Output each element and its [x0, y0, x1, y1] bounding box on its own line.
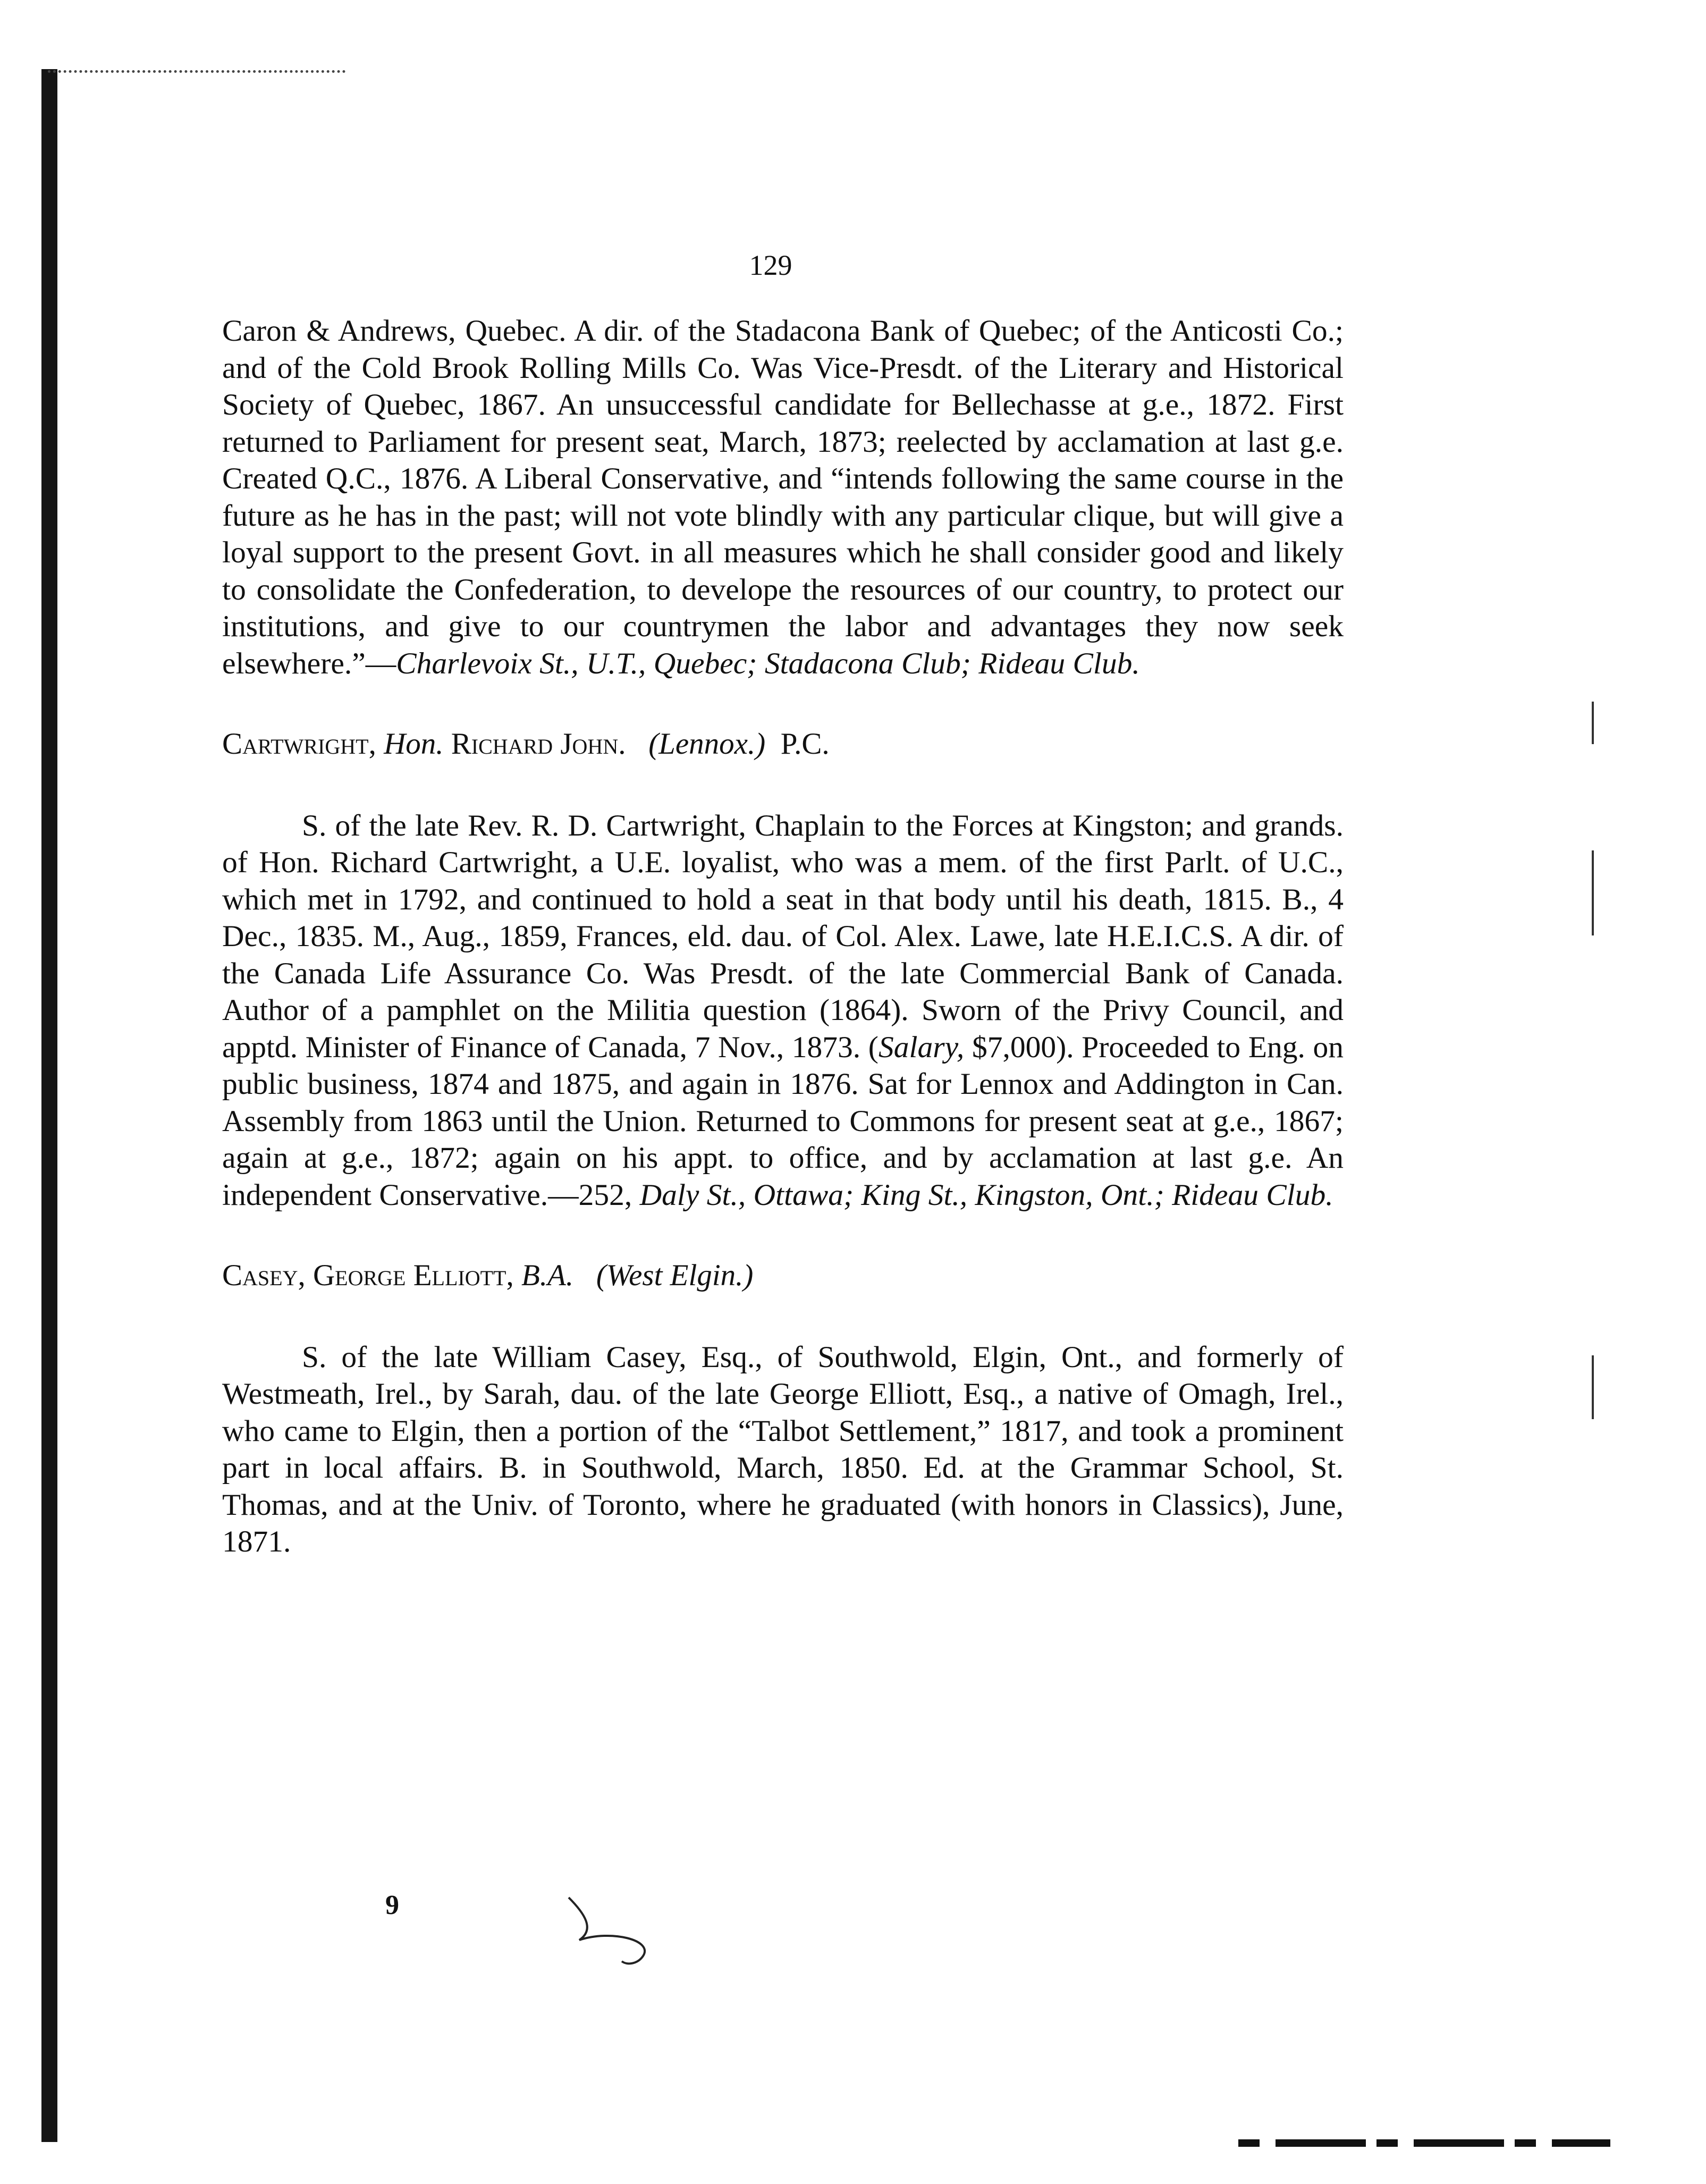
- entry-given-names: George Elliott,: [313, 1259, 514, 1292]
- entry-address: Daly St., Ottawa; King St., Kingston, Ont.; Rideau Club.: [639, 1178, 1333, 1212]
- scan-mark-right: [1592, 1355, 1594, 1419]
- pencil-scribble-icon: [563, 1892, 664, 1967]
- entry-body-text: S. of the late Rev. R. D. Cartwright, Chaplain to the Forces at Kingston; and grands. of Hon. Richard Cartwright, a U.E. loyalist, who was a mem. of the first Parlt. of U.C., which met in 1792, and continued to hold a seat in that body until his death, 1815. B., 4 Dec., 1835. M., Aug., 1859, Frances, eld. dau. of Col. Alex. Lawe, late H.E.I.C.S. A dir. of the Canada Life Assurance Co. Was Presdt. of the late Commercial Bank of Canada. Author of a pamphlet on the Militia question (1864). Sworn of the Privy Council, and apptd. Minister of Finance of Canada, 7 Nov., 1873. (: [222, 808, 1344, 1064]
- continuation-text: Caron & Andrews, Quebec. A dir. of the Stadacona Bank of Quebec; of the Anticosti Co.; and of the Cold Brook Rolling Mills Co. Was Vice-Presdt. of the Literary and Historical Society of Quebec, 1867. An unsuccessful candidate for Bellechasse at g.e., 1872. First returned to Parliament for present seat, March, 1873; reelected by acclamation at last g.e. Created Q.C., 1876. A Liberal Conservative, and “intends following the same course in the future as he has in the past; will not vote blindly with any particular clique, but will give a loyal support to the present Govt. in all measures which he shall consider good and likely to consolidate the Confederation, to develope the resources of our country, to protect our institutions, and give to our countrymen the labor and advantages they now seek elsewhere.”—: [222, 314, 1344, 680]
- signature-mark: 9: [385, 1890, 399, 1920]
- entry-honorific: Hon.: [384, 727, 444, 761]
- continuation-address: Charlevoix St., U.T., Quebec; Stadacona Club; Rideau Club.: [396, 646, 1140, 680]
- entry-degree: B.A.: [521, 1259, 574, 1292]
- entry-body-text: S. of the late William Casey, Esq., of Southwold, Elgin, Ont., and formerly of Westmeath, Irel., by Sarah, dau. of the late George Elliott, Esq., a native of Omagh, Irel., who came to Elgin, then a portion of the “Talbot Settlement,” 1817, and took a prominent part in local affairs. B. in Southwold, March, 1850. Ed. at the Grammar School, St. Thomas, and at the Univ. of Toronto, where he graduated (with honors in Classics), June, 1871.: [222, 1340, 1344, 1558]
- entry-heading-cartwright: [222, 726, 1344, 763]
- entry-suffix: P.C.: [780, 727, 830, 761]
- continuation-paragraph: [222, 313, 1344, 682]
- entry-surname: Casey,: [222, 1259, 306, 1292]
- entry-riding: (Lennox.): [648, 727, 766, 761]
- scan-edge-top: [48, 70, 345, 76]
- entry-riding: (West Elgin.): [596, 1259, 754, 1292]
- entry-body-text-2: $7,000). Proceeded to Eng. on public business, 1874 and 1875, and again in 1876. Sat for Lennox and Addington in Can. Assembly from 1863 until the Union. Returned to Commons for present seat at g.e., 1867; again at g.e., 1872; again on his appt. to office, and by acclamation at last g.e. An independent Conservative.—252,: [222, 1030, 1344, 1212]
- page-number: 129: [749, 249, 792, 281]
- entry-salary-label: Salary,: [878, 1030, 965, 1064]
- entry-body-casey: [222, 1339, 1344, 1561]
- scan-mark-right: [1592, 850, 1594, 935]
- page-text: [222, 313, 1344, 1561]
- scan-mark-right: [1592, 702, 1594, 744]
- entry-given-names: Richard John.: [451, 727, 626, 761]
- entry-heading-casey: [222, 1257, 1344, 1294]
- scan-edge-left: [41, 69, 57, 2142]
- scan-edge-bottom: [1238, 2139, 1610, 2147]
- entry-body-cartwright: [222, 807, 1344, 1214]
- entry-surname: Cartwright,: [222, 727, 376, 761]
